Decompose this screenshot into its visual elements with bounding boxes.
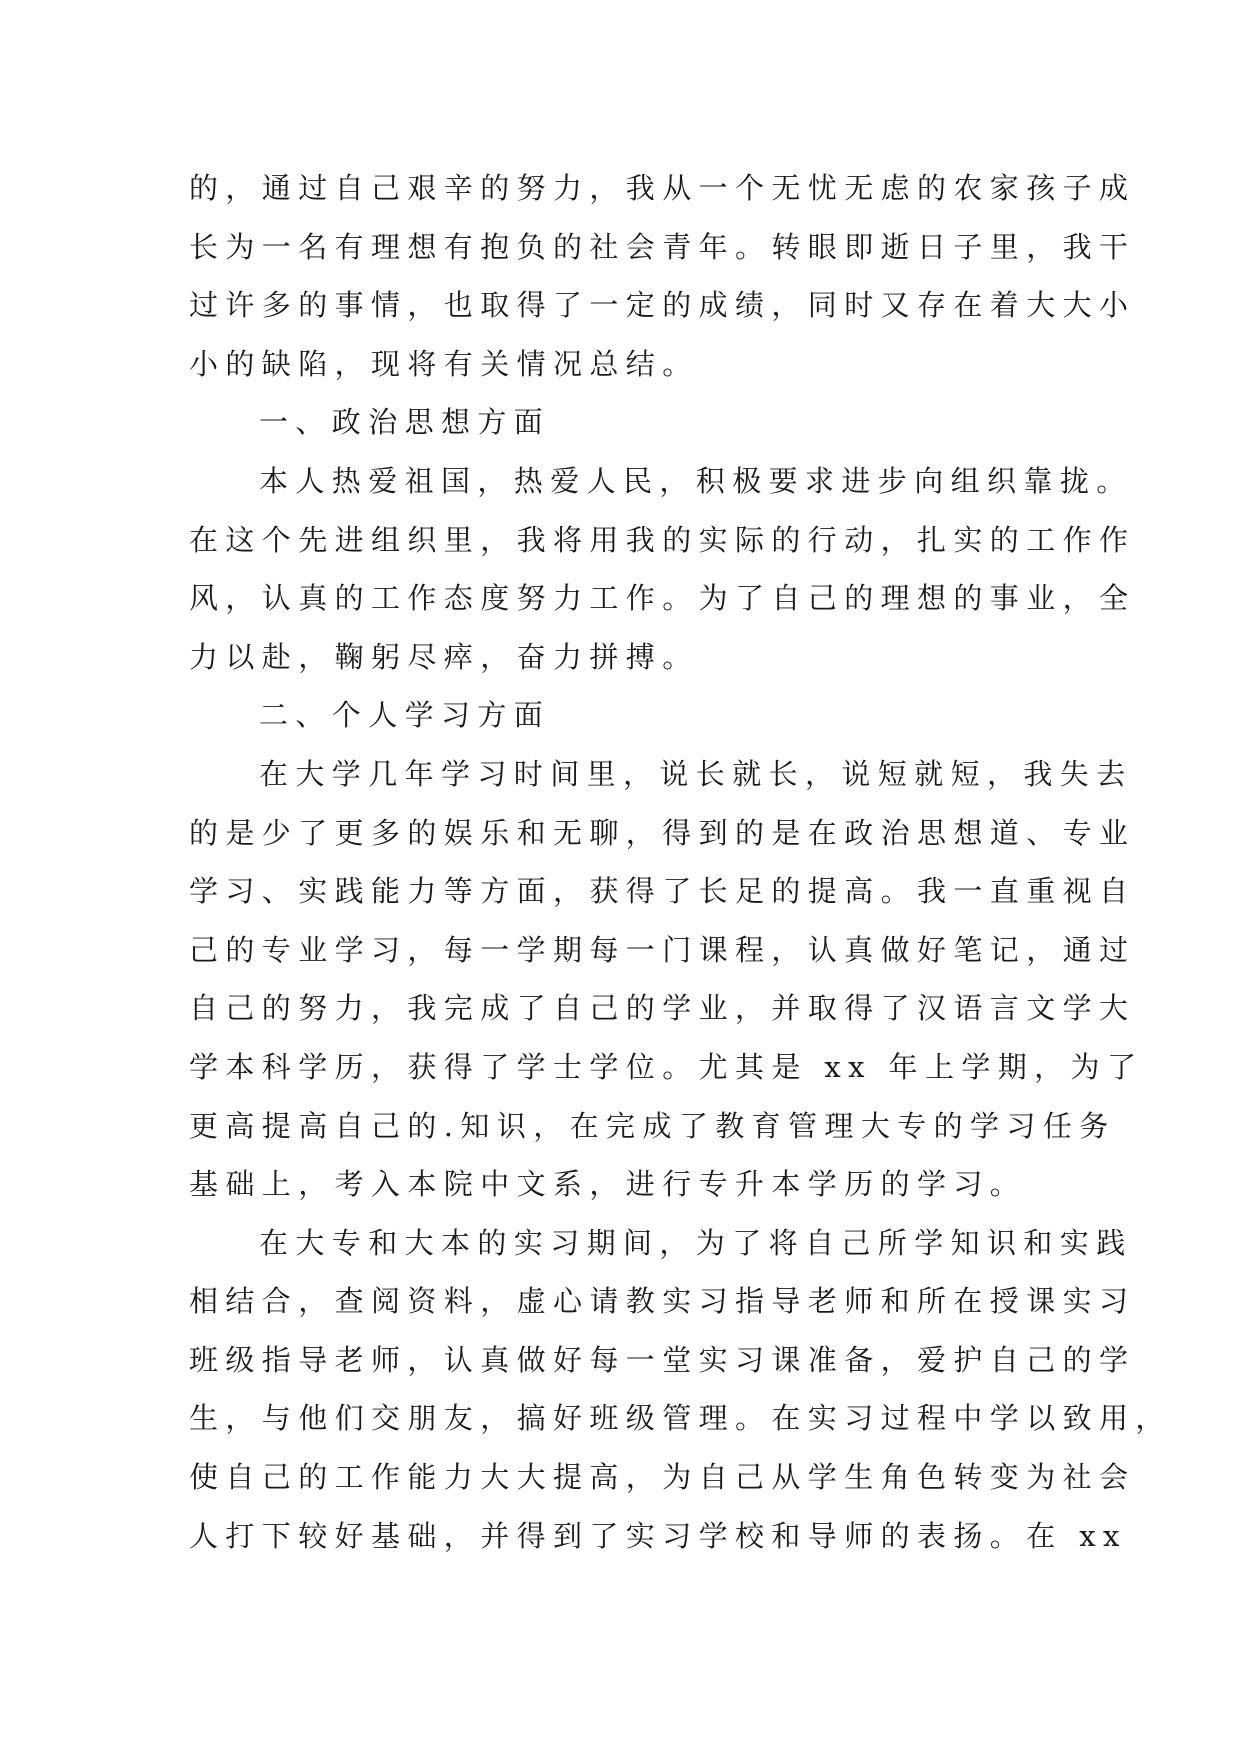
text-line: 的是少了更多的娱乐和无聊，得到的是在政治思想道、专业 <box>189 815 1136 850</box>
text-line: 力以赴，鞠躬尽瘁，奋力拼搏。 <box>189 639 699 674</box>
text-line: 在这个先进组织里，我将用我的实际的行动，扎实的工作作 <box>189 522 1136 557</box>
document-body <box>189 159 1172 1565</box>
text-line: 班级指导老师，认真做好每一堂实习课准备，爱护自己的学 <box>189 1342 1136 1377</box>
text-line: 小的缺陷，现将有关情况总结。 <box>189 346 699 381</box>
text-line: 己的专业学习，每一学期每一门课程，认真做好笔记，通过 <box>189 932 1136 967</box>
text-line: 二、个人学习方面 <box>259 698 551 733</box>
text-line: 学习、实践能力等方面，获得了长足的提高。我一直重视自 <box>189 874 1136 909</box>
text-line: 的，通过自己艰辛的努力，我从一个无忧无虑的农家孩子成 <box>189 171 1136 205</box>
text-line: 自己的努力，我完成了自己的学业，并取得了汉语言文学大 <box>189 991 1136 1026</box>
text-line: 风，认真的工作态度努力工作。为了自己的理想的事业，全 <box>189 581 1136 616</box>
text-line: 一、政治思想方面 <box>259 405 551 440</box>
text-line: 基础上，考入本院中文系，进行专升本学历的学习。 <box>189 1167 1027 1202</box>
text-line: 学本科学历，获得了学士学位。尤其是 xx 年上学期，为了 <box>189 1049 1144 1084</box>
text-line: 在大学几年学习时间里，说长就长，说短就短，我失去 <box>259 756 1133 791</box>
text-line: 人打下较好基础，并得到了实习学校和导师的表扬。在 xx <box>189 1518 1127 1553</box>
text-line: 过许多的事情，也取得了一定的成绩，同时又存在着大大小 <box>189 288 1136 323</box>
text-line: 更高提高自己的.知识，在完成了教育管理大专的学习任务 <box>189 1108 1116 1143</box>
text-line: 在大专和大本的实习期间，为了将自己所学知识和实践 <box>259 1225 1133 1260</box>
text-line: 本人热爱祖国，热爱人民，积极要求进步向组织靠拢。 <box>259 463 1133 498</box>
text-line: 生，与他们交朋友，搞好班级管理。在实习过程中学以致用， <box>189 1401 1172 1436</box>
text-line: 长为一名有理想有抱负的社会青年。转眼即逝日子里，我干 <box>189 229 1136 264</box>
text-line: 相结合，查阅资料，虚心请教实习指导老师和所在授课实习 <box>189 1284 1136 1319</box>
text-line: 使自己的工作能力大大提高，为自己从学生角色转变为社会 <box>189 1460 1136 1495</box>
